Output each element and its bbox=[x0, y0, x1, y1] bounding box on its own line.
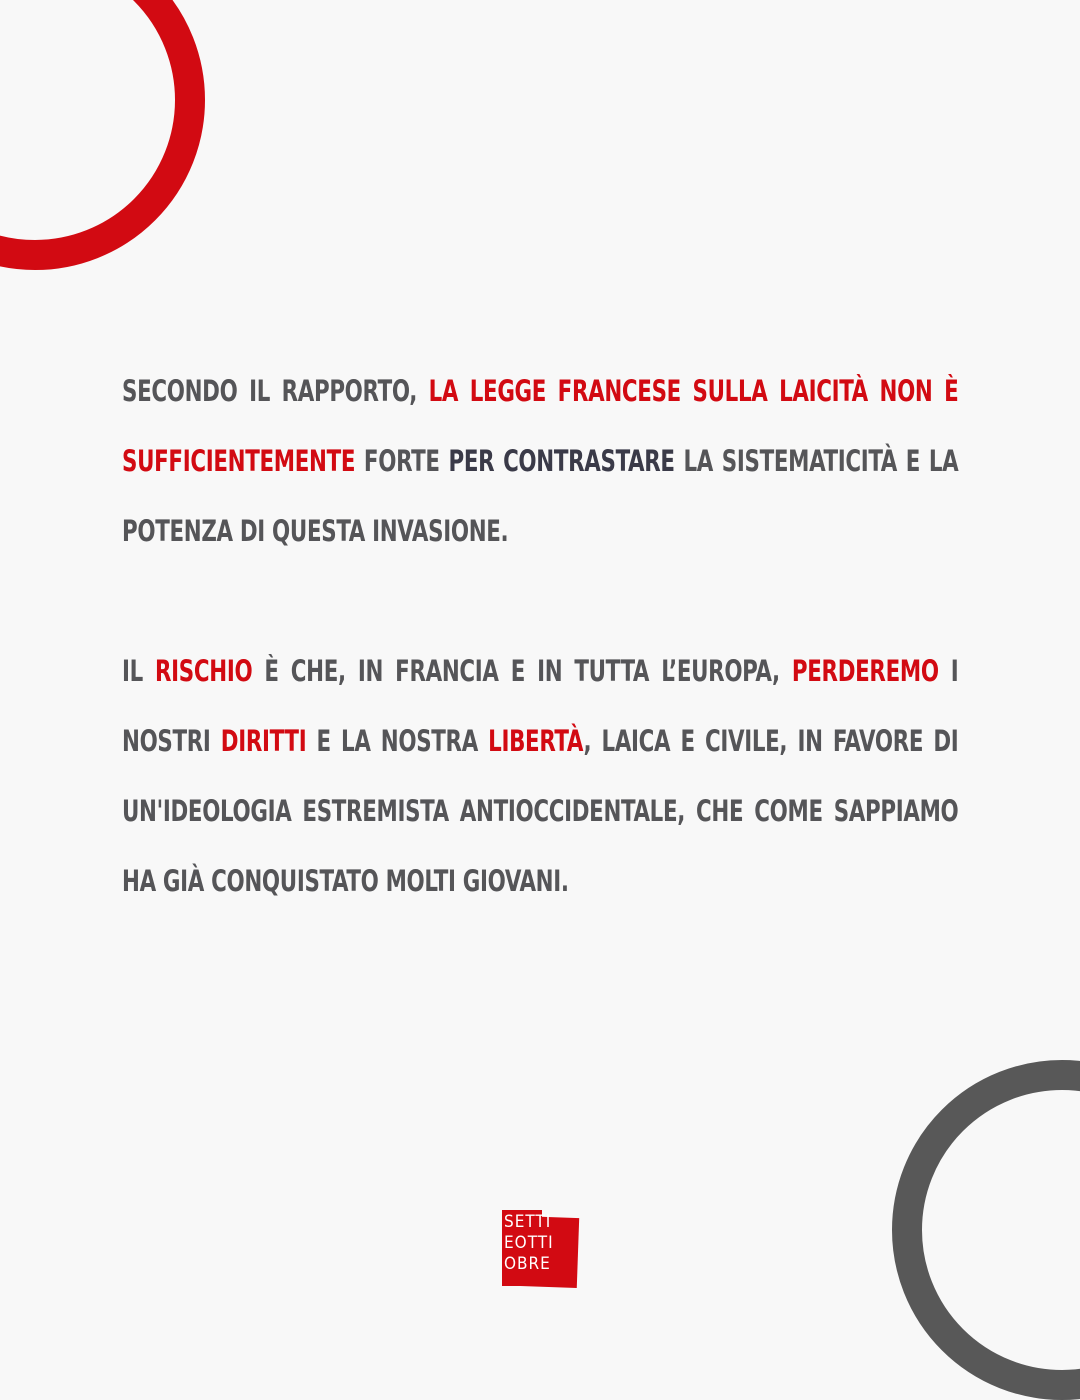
paragraph-report bbox=[122, 356, 958, 566]
brand-logo bbox=[500, 1208, 582, 1290]
text-span: È CHE, IN FRANCIA E IN TUTTA L’EUROPA, bbox=[252, 654, 792, 688]
highlight-freedom: LIBERTÀ bbox=[488, 724, 584, 758]
logo-line: EOTTI bbox=[504, 1233, 554, 1253]
highlight-risk: RISCHIO bbox=[155, 654, 253, 688]
highlight-contrast: PER CONTRASTARE bbox=[448, 444, 675, 478]
main-text bbox=[122, 356, 958, 916]
decorative-red-ring bbox=[0, 0, 205, 270]
paragraph-risk bbox=[122, 636, 958, 916]
highlight-lose: PERDEREMO bbox=[791, 654, 939, 688]
logo-wordmark bbox=[504, 1212, 580, 1275]
text-span: LA SISTEMATICITÀ E LA POTENZA DI QUESTA INVASIONE. bbox=[122, 444, 959, 548]
highlight-rights: DIRITTI bbox=[220, 724, 307, 758]
text-span: I NOSTRI bbox=[122, 654, 959, 758]
decorative-gray-ring bbox=[892, 1060, 1080, 1400]
highlight-law: LA LEGGE FRANCESE SULLA LAICITÀ NON È SUFFICIENTEMENTE bbox=[122, 374, 959, 478]
text-span: FORTE bbox=[355, 444, 449, 478]
text-span: E LA NOSTRA bbox=[306, 724, 489, 758]
logo-line: OBRE bbox=[504, 1254, 551, 1274]
logo-line: SETTI bbox=[504, 1212, 552, 1232]
text-span: , LAICA E CIVILE, IN FAVORE DI UN'IDEOLOGIA ESTREMISTA ANTIOCCIDENTALE, CHE COME SAPPIAMO HA GIÀ CONQUISTATO MOLTI GIOVANI. bbox=[122, 724, 959, 898]
text-span: IL bbox=[122, 654, 156, 688]
text-span: SECONDO IL RAPPORTO, bbox=[122, 374, 429, 408]
